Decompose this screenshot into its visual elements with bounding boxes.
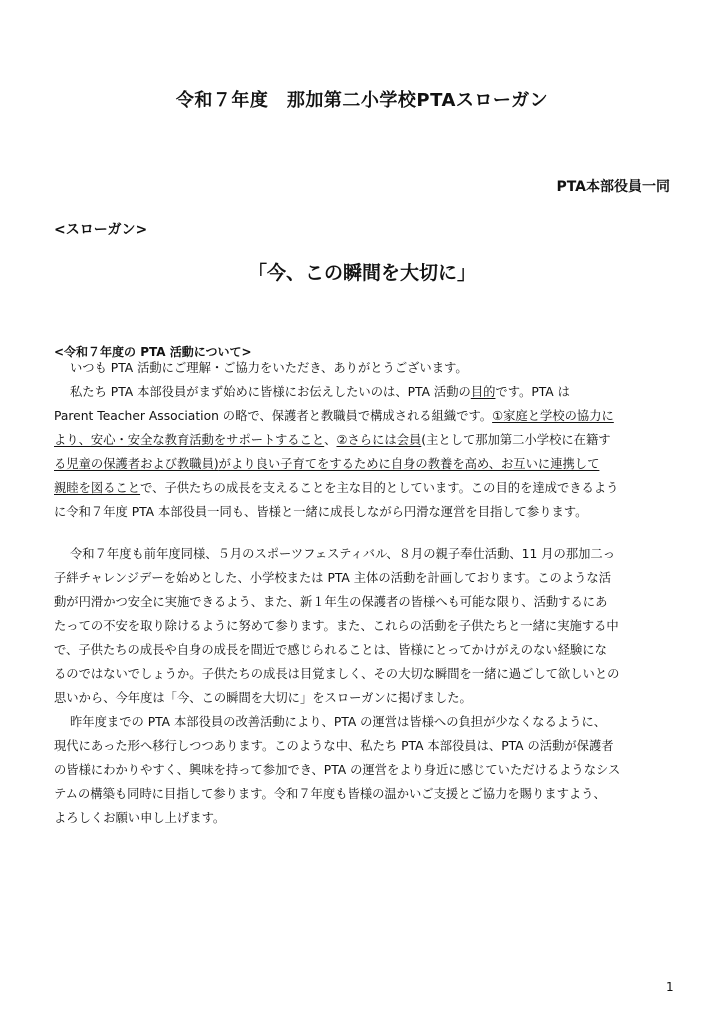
paragraph-line: いつも PTA 活動にご理解・ご協力をいただき、ありがとうございます。 xyxy=(70,361,468,375)
paragraph-line xyxy=(54,456,599,472)
page-number: 1 xyxy=(666,980,674,994)
text-run: 私たち PTA 本部役員がまず始めに皆様にお伝えしたいのは、PTA 活動の xyxy=(70,385,471,399)
section-heading: <令和７年度の PTA 活動について> xyxy=(54,345,252,359)
document-title: 令和７年度 那加第二小学校PTAスローガン xyxy=(175,90,549,111)
paragraph-line xyxy=(54,432,611,448)
underlined-text: より、安心・安全な教育活動をサポートすること xyxy=(54,433,325,447)
paragraph-line: るのではないでしょうか。子供たちの成長は目覚ましく、その大切な瞬間を一緒に過ごして欲しいとの xyxy=(54,667,620,681)
paragraph-line xyxy=(70,384,570,400)
author-line: PTA本部役員一同 xyxy=(556,179,670,195)
slogan-text: 「今、この瞬間を大切に」 xyxy=(247,262,476,284)
paragraph-line xyxy=(54,480,618,496)
underlined-text: ②さらには会員 xyxy=(336,433,422,447)
paragraph-line xyxy=(54,408,614,424)
paragraph-line: 令和７年度も前年度同様、５月のスポーツフェスティバル、８月の親子奉仕活動、11 月の那加二っ xyxy=(70,547,616,561)
text-run: (主として那加第二小学校に在籍す xyxy=(421,433,611,447)
paragraph-line: の皆様にわかりやすく、興味を持って参加でき、PTA の運営をより身近に感じていただけるようなシス xyxy=(54,763,621,777)
paragraph-line: テムの構築も同時に目指して参ります。令和７年度も皆様の温かいご支援とご協力を賜りますよう、 xyxy=(54,787,606,801)
paragraph-line: 子絆チャレンジデーを始めとした、小学校または PTA 主体の活動を計画しております。このような活 xyxy=(54,571,612,585)
underlined-text: ①家庭と学校の協力に xyxy=(492,409,614,423)
paragraph-line: よろしくお願い申し上げます。 xyxy=(54,811,226,825)
paragraph-line: 動が円滑かつ安全に実施できるよう、また、新１年生の保護者の皆様へも可能な限り、活動するにあ xyxy=(54,595,608,609)
paragraph-line: 思いから、今年度は「今、この瞬間を大切に」をスローガンに掲げました。 xyxy=(54,691,472,705)
paragraph-line: に令和７年度 PTA 本部役員一同も、皆様と一緒に成長しながら円滑な運営を目指して参ります。 xyxy=(54,505,588,519)
underlined-text: がより良い子育てをするために自身の教養を高め、お互いに連携して xyxy=(218,457,600,471)
underlined-text: 目的 xyxy=(470,385,496,399)
text-run: で、子供たちの成長を支えることを主な目的としています。この目的を達成できるよう xyxy=(140,481,619,495)
paragraph-line: たっての不安を取り除けるように努めて参ります。また、これらの活動を子供たちと一緒に実施する中 xyxy=(54,619,619,633)
text-run: です。PTA は xyxy=(495,385,570,399)
text-run: Parent Teacher Association の略で、保護者と教職員で構成される組織です。 xyxy=(54,409,493,423)
text-run: 、 xyxy=(324,433,337,447)
slogan-label: <スローガン> xyxy=(54,222,148,238)
paragraph-line: 現代にあった形へ移行しつつあります。このような中、私たち PTA 本部役員は、PTA の活動が保護者 xyxy=(54,739,614,753)
underlined-text: 親睦を図ること xyxy=(54,481,141,495)
paragraph-line: で、子供たちの成長や自身の成長を間近で感じられることは、皆様にとってかけがえのない経験にな xyxy=(54,643,607,657)
paragraph-line: 昨年度までの PTA 本部役員の改善活動により、PTA の運営は皆様への負担が少なくなるように、 xyxy=(70,715,607,729)
underlined-text: る児童の保護者および教職員) xyxy=(54,457,219,471)
